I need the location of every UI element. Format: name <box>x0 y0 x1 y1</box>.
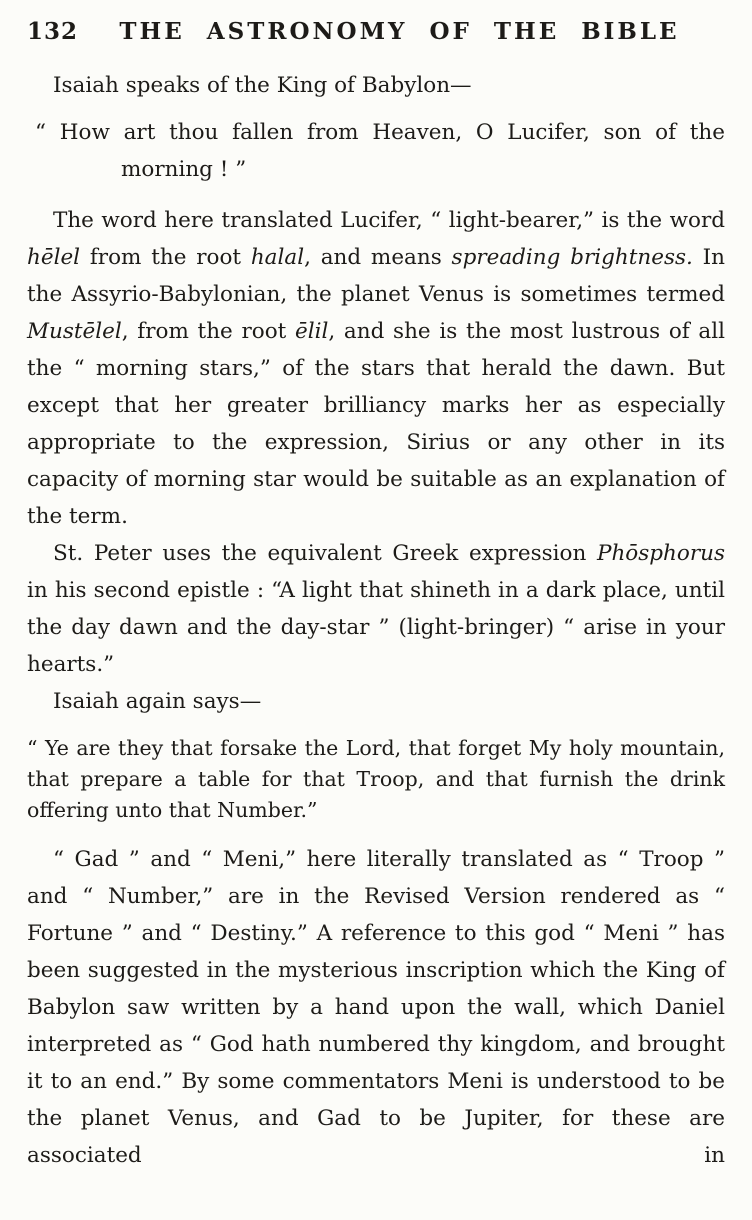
italic-run: Phōsphorus <box>596 541 725 566</box>
text-run: St. Peter uses the equivalent Greek expression <box>53 541 597 566</box>
italic-run: halal <box>250 245 305 270</box>
italic-run: spreading brightness. <box>451 245 693 270</box>
page-body <box>27 67 725 1174</box>
italic-run: hēlel <box>27 245 81 270</box>
text-run: The word here translated Lucifer, “ light-bearer,” is the word <box>53 208 725 233</box>
text-run: In the Assyrio-Babylonian, the planet Venus is sometimes termed <box>27 245 725 307</box>
paragraph <box>27 683 725 720</box>
text-run: , from the root <box>121 319 295 344</box>
quote-hanging <box>27 114 725 188</box>
italic-run: ēlil <box>295 319 329 344</box>
paragraph <box>27 841 725 1174</box>
text-run: , and means <box>304 245 452 270</box>
text-run: , and she is the most lustrous of all the “ morning stars,” of the stars that herald the dawn. But except that her greater brilliancy marks her as especially appropriate to the expression, Sirius or any other in its capacity of morning star would be suitable as an explanation of the term. <box>27 319 725 529</box>
page-header-title: THE ASTRONOMY OF THE BIBLE <box>119 18 680 45</box>
page-number: 132 <box>27 18 79 45</box>
text-run: “ How art thou fallen from Heaven, O Lucifer, son of the morning ! ” <box>35 120 725 182</box>
text-run: Isaiah again says— <box>53 689 262 714</box>
text-run: “ Ye are they that forsake the Lord, that forget My holy mountain, that prepare a table for that Troop, and that furnish the drink offering unto that Number.” <box>27 736 725 822</box>
paragraph <box>27 535 725 683</box>
text-run: Isaiah speaks of the King of Babylon— <box>53 73 472 98</box>
paragraph <box>27 202 725 535</box>
paragraph <box>27 67 725 104</box>
text-run: “ Gad ” and “ Meni,” here literally translated as “ Troop ” and “ Number,” are in the Revised Version rendered as “ Fortune ” and “ Destiny.” A reference to this god “ Meni ” has been suggested in the mysterious inscription which the King of Babylon saw written by a hand upon the wall, which Daniel interpreted as “ God hath numbered thy kingdom, and brought it to an end.” By some commentators Meni is understood to be the planet Venus, and Gad to be Jupiter, for these are associated in <box>27 847 725 1168</box>
running-head <box>27 18 725 45</box>
text-run: in his second epistle : “A light that shineth in a dark place, until the day dawn and the day-star ” (light-bringer) “ arise in your hearts.” <box>27 578 725 677</box>
text-run: from the root <box>80 245 251 270</box>
italic-run: Mustēlel <box>27 319 122 344</box>
quote-full <box>27 733 725 826</box>
